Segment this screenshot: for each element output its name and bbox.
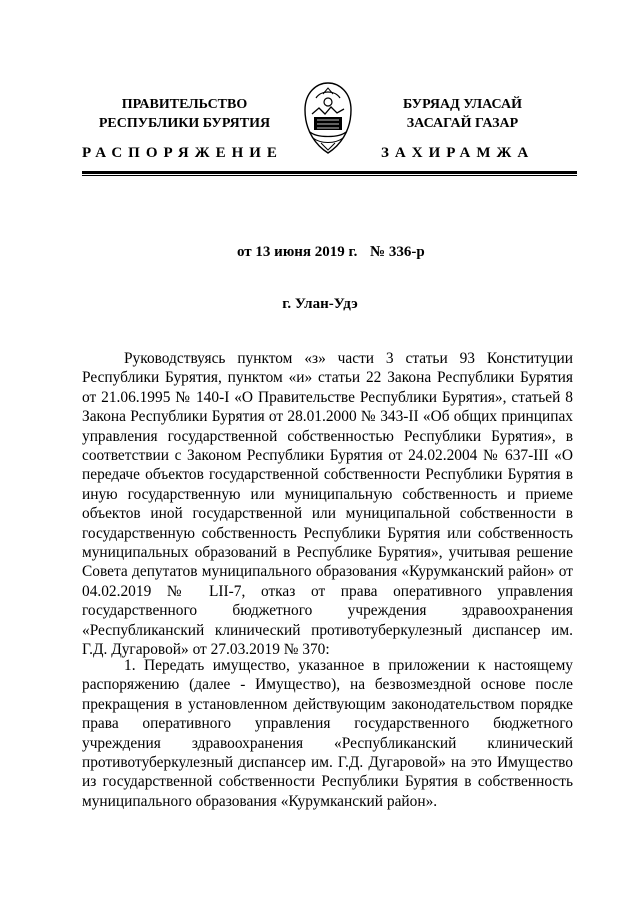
document-type-buryat: ЗАХИРАМЖА [381,145,535,161]
preamble-paragraph: Руководствуясь пунктом «з» части 3 статьи 93 Конституции Республики Бурятия, пунктом «и» статьи 22 Закона Республики Бурятия от 21.06.1995 № 140-I «О Правительстве Республики Бурятия», статьей 8 Закона Республики Бурятия от 28.01.2000 № 343-II «Об общих принципах управления государственной собственностью Республики Бурятия», в соответствии с Законом Республики Бурятия от 24.02.2004 № 637-III «О передаче объектов государственной собственности Республики Бурятия в иную государственную или муниципальную собственность и приеме объектов иной государственной или муниципальной собственности в государственную собственность Республики Бурятия или собственность муниципальных образований в Республике Бурятия», учитывая решение Совета депутатов муниципального образования «Курумканский район» от 04.02.2019 № LII-7, отказ от права оперативного управления государственного бюджетного учреждения здравоохранения «Республиканский клинический противотуберкулезный диспансер им. Г.Д. Дугаровой» от 27.03.2019 № 370: [82,350,573,659]
government-buryat-line1: БУРЯАД УЛАСАЙ [403,97,522,112]
header-divider [82,171,577,174]
document-date: от 13 июня 2019 г. [237,244,358,260]
document-city: г. Улан-Удэ [282,296,358,312]
coat-of-arms-icon [299,80,357,156]
clause-1-paragraph: 1. Передать имущество, указанное в приложении к настоящему распоряжению (далее - Имущество), на безвозмездной основе после прекращения в установленном действующим законодательством порядке права оперативного управления государственного бюджетного учреждения здравоохранения «Республиканский клинический противотуберкулезный диспансер им. Г.Д. Дугаровой» на это Имущество из государственной собственности Республики Бурятия в собственность муниципального образования «Курумканский район». [82,657,573,810]
government-line1: ПРАВИТЕЛЬСТВО [121,97,248,112]
government-line2: РЕСПУБЛИКИ БУРЯТИЯ [98,116,271,131]
government-buryat-line2: ЗАСАГАЙ ГАЗАР [406,116,519,131]
document-type-russian: РАСПОРЯЖЕНИЕ [82,145,283,161]
header-divider-thin [82,175,577,176]
government-name-buryat [370,95,555,133]
government-name-russian [92,95,277,133]
document-number: № 336-р [370,244,425,260]
